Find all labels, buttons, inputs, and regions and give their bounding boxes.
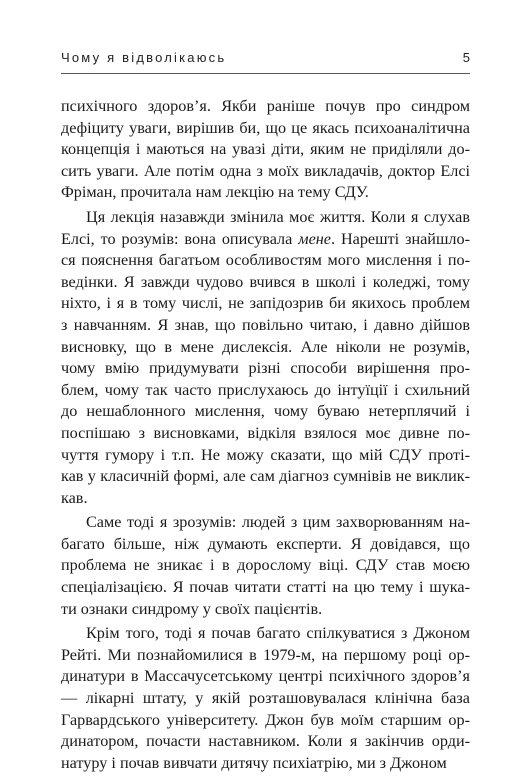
text-line: ти ознаки синдрому у своїх пацієнтів. [61,599,323,618]
running-header [61,50,470,68]
text-line: проблема не зникає і в дорослому віці. СДУ став моєю [61,556,470,575]
text-line: висновку, що в мене дислексія. Але ніколи не розумів, [61,337,470,356]
text-line: психічного здоров’я. Якби раніше почув про синдром [61,97,470,115]
text-line: Ця лекція назавжди змінила моє життя. Коли я слухав [86,207,470,226]
text-line: Крім того, тоді я почав багато спілкуватися з Джоном [86,624,470,643]
page-number: 5 [462,50,470,65]
text-line: багато більше, ніж думають експерти. Я довідався, що [61,534,470,553]
chapter-title: Чому я відволікаюсь [61,50,227,65]
text-line: динатором, почасти наставником. Коли я закінчив орди- [61,732,470,751]
paragraph [61,512,470,620]
text-line: натуру і почав вивчати дитячу психіатрію, ми з Джоном [61,753,447,772]
header-rule [61,73,470,74]
text-line: дефіциту уваги, вирішив би, що це якась психоаналітична [61,118,470,137]
body-text [61,96,470,777]
text-line: кав у класичній формі, але сам діагноз сумнівів не виклик- [61,467,470,486]
text-line: ведінки. Я завжди чудово вчився в школі і коледжі, тому [61,272,470,291]
text-line: до нешаблонного мислення, чому буваю нетерплячий і [61,402,470,421]
text-line: динатури в Массачусетському центрі психічного здоров’я [61,667,470,686]
paragraph [61,623,470,774]
paragraph [61,207,470,509]
text-line: чому вмію придумувати різні способи вирішення про- [61,359,470,378]
text-line: Фріман, прочитала нам лекцію на тему СДУ. [61,183,369,202]
text-line: спеціалізацією. Я почав читати статті на цю тему і шука- [61,578,470,597]
text-line: з навчанням. Я знав, що повільно читаю, і давно дійшов [61,315,470,334]
text-line: кав. [61,488,88,507]
text-line: Саме тоді я зрозумів: людей з цим захворюванням на- [86,513,470,532]
text-line: — лікарні штату, у якій розташовувалася клінічна база [61,689,470,708]
text-line: Гарвардського університету. Джон був моїм старшим ор- [61,710,470,729]
text-line: Рейті. Ми познайомилися в 1979-м, на першому році ор- [61,645,470,664]
text-line: поспішаю з висновками, відкіля взялося моє дивне по- [61,423,470,442]
text-line: ся пояснення багатьом особливостям мого мислення і по- [61,251,470,270]
text-line: сить уваги. Але потім одна з моїх викладачів, доктор Елсі [61,161,470,180]
text-line: чуття гумору і т.п. Не можу сказати, що мій СДУ проті- [61,445,470,464]
text-line: Елсі, то розумів: вона описувала мене. Нарешті знайшло- [61,229,470,248]
text-line: блем, чому так часто прислухаюсь до інтуїції і схильний [61,380,470,399]
paragraph [61,96,470,204]
text-line: концепція і маються на увазі діти, яким не приділяли до- [61,140,470,159]
text-line: ніхто, і я в тому числі, не запідозрив би якихось проблем [61,294,470,313]
